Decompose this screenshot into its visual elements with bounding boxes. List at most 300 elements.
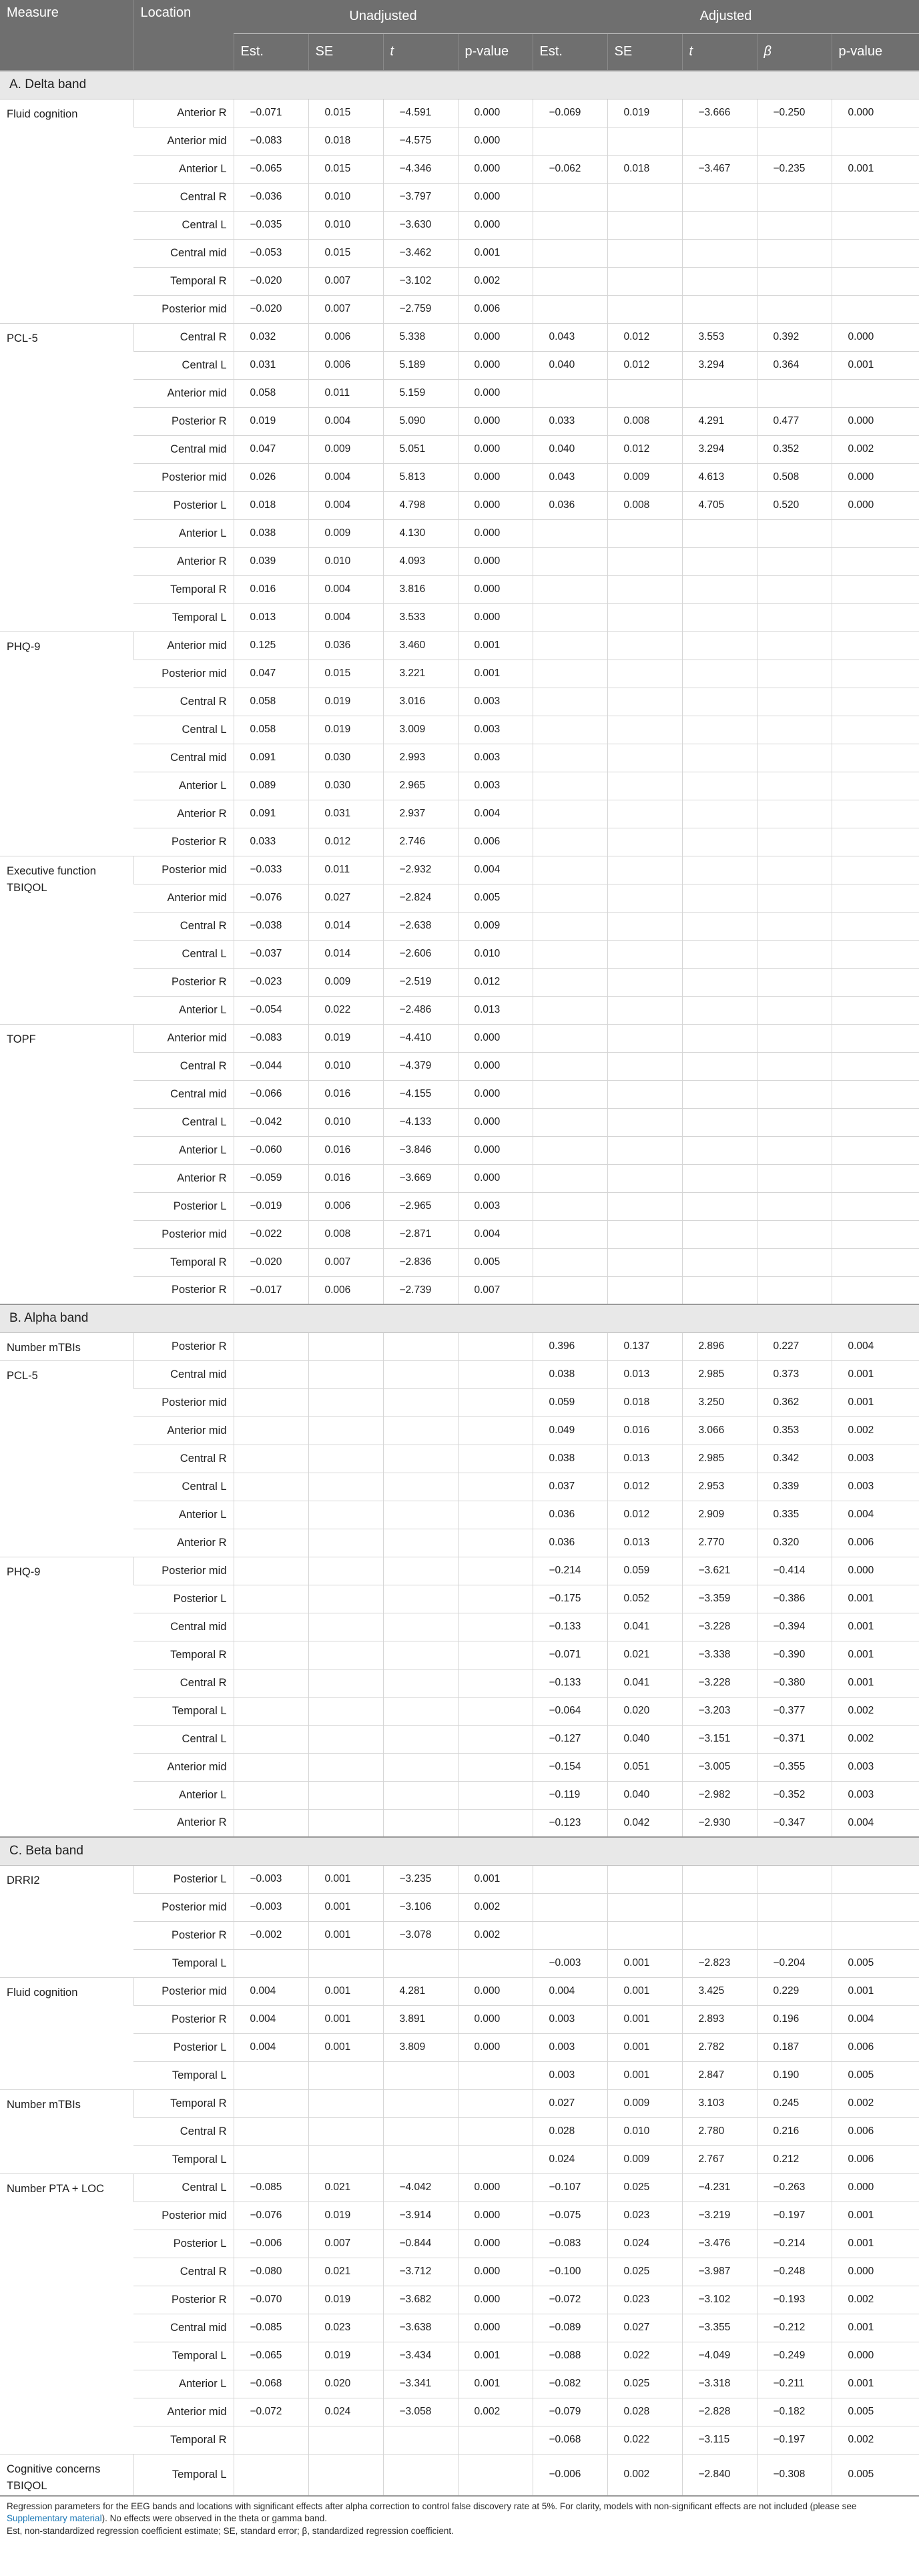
adj-beta-cell: −0.377 bbox=[757, 1697, 832, 1725]
adj-p-cell: 0.004 bbox=[832, 2005, 919, 2033]
measure-cell: Number mTBIs bbox=[0, 1332, 133, 1360]
location-cell: Posterior mid bbox=[133, 856, 234, 884]
adj-p-cell: 0.002 bbox=[832, 2286, 919, 2314]
unadj-est-cell bbox=[234, 1781, 308, 1809]
adj-beta-cell: −0.249 bbox=[757, 2342, 832, 2370]
location-cell: Temporal R bbox=[133, 575, 234, 603]
adj-p-cell: 0.002 bbox=[832, 1725, 919, 1753]
adj-se-cell: 0.010 bbox=[607, 2117, 682, 2145]
location-cell: Temporal R bbox=[133, 1641, 234, 1669]
unadj-p-cell bbox=[458, 2061, 533, 2089]
table-header bbox=[0, 0, 919, 71]
adj-t-cell: 3.294 bbox=[682, 435, 757, 463]
table-row bbox=[0, 1697, 919, 1725]
unadj-est-cell bbox=[234, 1669, 308, 1697]
adj-se-cell bbox=[607, 519, 682, 547]
unadj-se-cell: 0.010 bbox=[308, 1052, 383, 1080]
unadj-se-cell: 0.024 bbox=[308, 2398, 383, 2426]
adj-p-cell bbox=[832, 1865, 919, 1893]
adj-t-cell bbox=[682, 519, 757, 547]
unadj-est-cell: −0.083 bbox=[234, 1024, 308, 1052]
unadj-p-cell: 0.004 bbox=[458, 856, 533, 884]
unadj-t-cell: −2.739 bbox=[383, 1276, 458, 1304]
unadj-t-cell bbox=[383, 1473, 458, 1501]
adj-est-cell bbox=[533, 1865, 607, 1893]
unadj-se-cell: 0.021 bbox=[308, 2258, 383, 2286]
unadj-est-cell: −0.059 bbox=[234, 1164, 308, 1192]
adj-p-cell bbox=[832, 688, 919, 716]
unadj-p-cell: 0.000 bbox=[458, 2005, 533, 2033]
unadj-p-cell: 0.000 bbox=[458, 519, 533, 547]
unadj-est-cell: 0.047 bbox=[234, 435, 308, 463]
unadj-t-cell: 4.798 bbox=[383, 491, 458, 519]
unadj-se-cell: 0.010 bbox=[308, 211, 383, 239]
adj-est-cell bbox=[533, 660, 607, 688]
location-cell: Central L bbox=[133, 1108, 234, 1136]
unadj-est-cell: 0.091 bbox=[234, 800, 308, 828]
table-row bbox=[0, 1725, 919, 1753]
table-row bbox=[0, 2033, 919, 2061]
unadj-est-cell: −0.065 bbox=[234, 155, 308, 183]
unadj-est-cell: −0.085 bbox=[234, 2314, 308, 2342]
table-row bbox=[0, 1080, 919, 1108]
adj-se-cell: 0.001 bbox=[607, 1949, 682, 1977]
adjusted-header: Adjusted bbox=[533, 0, 919, 33]
adj-p-cell: 0.000 bbox=[832, 99, 919, 127]
adj-beta-header: β bbox=[757, 33, 832, 71]
unadj-p-cell: 0.002 bbox=[458, 1893, 533, 1921]
adj-est-cell: 0.036 bbox=[533, 491, 607, 519]
adj-est-cell: 0.043 bbox=[533, 463, 607, 491]
adj-p-cell: 0.001 bbox=[832, 1977, 919, 2005]
adj-t-cell bbox=[682, 603, 757, 631]
unadj-t-cell: −3.106 bbox=[383, 1893, 458, 1921]
adj-t-cell: −4.049 bbox=[682, 2342, 757, 2370]
unadj-t-cell bbox=[383, 1725, 458, 1753]
adj-beta-cell bbox=[757, 1248, 832, 1276]
adj-est-cell: 0.027 bbox=[533, 2089, 607, 2117]
unadj-est-cell: 0.089 bbox=[234, 772, 308, 800]
unadj-est-cell: −0.019 bbox=[234, 1192, 308, 1220]
adj-se-cell: 0.041 bbox=[607, 1613, 682, 1641]
unadj-est-cell: −0.076 bbox=[234, 2202, 308, 2230]
adj-est-cell: −0.071 bbox=[533, 1641, 607, 1669]
adj-se-cell: 0.001 bbox=[607, 2005, 682, 2033]
unadj-se-cell: 0.011 bbox=[308, 856, 383, 884]
location-cell: Central R bbox=[133, 688, 234, 716]
location-cell: Temporal R bbox=[133, 2089, 234, 2117]
unadj-est-cell bbox=[234, 1641, 308, 1669]
adj-t-cell bbox=[682, 1052, 757, 1080]
unadj-se-cell: 0.007 bbox=[308, 2230, 383, 2258]
unadj-t-cell bbox=[383, 1613, 458, 1641]
unadj-t-cell: −2.638 bbox=[383, 912, 458, 940]
adj-se-cell: 0.019 bbox=[607, 99, 682, 127]
table-row bbox=[0, 2089, 919, 2117]
adj-t-cell: −3.318 bbox=[682, 2370, 757, 2398]
table-row bbox=[0, 856, 919, 884]
adj-beta-cell bbox=[757, 379, 832, 407]
unadj-est-cell bbox=[234, 1613, 308, 1641]
adj-est-cell bbox=[533, 688, 607, 716]
adj-beta-cell: 0.342 bbox=[757, 1445, 832, 1473]
unadj-est-cell: 0.026 bbox=[234, 463, 308, 491]
unadj-t-cell: −3.712 bbox=[383, 2258, 458, 2286]
adj-t-cell: −3.355 bbox=[682, 2314, 757, 2342]
unadj-est-cell: −0.023 bbox=[234, 968, 308, 996]
adj-beta-cell bbox=[757, 716, 832, 744]
unadj-est-cell: 0.091 bbox=[234, 744, 308, 772]
location-cell: Posterior L bbox=[133, 1192, 234, 1220]
adj-est-cell bbox=[533, 1164, 607, 1192]
adj-t-cell bbox=[682, 1024, 757, 1052]
adj-est-cell: 0.036 bbox=[533, 1529, 607, 1557]
adj-t-cell: 4.613 bbox=[682, 463, 757, 491]
adj-se-cell bbox=[607, 744, 682, 772]
unadj-se-cell: 0.001 bbox=[308, 1977, 383, 2005]
unadj-t-cell: −4.410 bbox=[383, 1024, 458, 1052]
adj-beta-cell bbox=[757, 940, 832, 968]
adj-beta-cell: 0.187 bbox=[757, 2033, 832, 2061]
adj-t-cell bbox=[682, 1136, 757, 1164]
adj-se-cell: 0.041 bbox=[607, 1669, 682, 1697]
table-row bbox=[0, 2061, 919, 2089]
adj-p-cell: 0.001 bbox=[832, 2370, 919, 2398]
adj-p-cell: 0.004 bbox=[832, 1809, 919, 1837]
unadj-p-cell: 0.003 bbox=[458, 772, 533, 800]
adj-se-cell bbox=[607, 1108, 682, 1136]
adj-est-cell bbox=[533, 211, 607, 239]
table-row bbox=[0, 716, 919, 744]
adj-beta-cell bbox=[757, 1865, 832, 1893]
adj-t-cell bbox=[682, 996, 757, 1024]
unadj-se-cell bbox=[308, 1613, 383, 1641]
unadj-se-cell bbox=[308, 1557, 383, 1585]
adj-t-cell bbox=[682, 1893, 757, 1921]
table-row bbox=[0, 1445, 919, 1473]
adj-est-cell: 0.037 bbox=[533, 1473, 607, 1501]
table-row bbox=[0, 1220, 919, 1248]
unadj-p-cell: 0.000 bbox=[458, 407, 533, 435]
location-cell: Anterior mid bbox=[133, 1416, 234, 1445]
location-cell: Temporal R bbox=[133, 1248, 234, 1276]
adj-est-cell bbox=[533, 1192, 607, 1220]
adj-p-cell bbox=[832, 127, 919, 155]
location-cell: Anterior mid bbox=[133, 127, 234, 155]
adj-est-cell bbox=[533, 1921, 607, 1949]
adj-t-cell: −2.828 bbox=[682, 2398, 757, 2426]
adj-se-cell bbox=[607, 603, 682, 631]
adj-p-cell: 0.000 bbox=[832, 323, 919, 351]
adj-est-cell: 0.049 bbox=[533, 1416, 607, 1445]
adj-est-cell: 0.038 bbox=[533, 1445, 607, 1473]
adj-se-cell: 0.012 bbox=[607, 435, 682, 463]
unadj-t-cell: −0.844 bbox=[383, 2230, 458, 2258]
table-row bbox=[0, 295, 919, 323]
adj-beta-cell bbox=[757, 660, 832, 688]
adj-est-cell bbox=[533, 1248, 607, 1276]
adj-beta-cell bbox=[757, 211, 832, 239]
adj-t-cell: −3.151 bbox=[682, 1725, 757, 1753]
adj-beta-cell: −0.390 bbox=[757, 1641, 832, 1669]
adj-se-cell: 0.012 bbox=[607, 323, 682, 351]
adj-se-cell: 0.024 bbox=[607, 2230, 682, 2258]
adj-se-cell bbox=[607, 800, 682, 828]
adj-t-cell: −2.840 bbox=[682, 2454, 757, 2496]
unadj-est-cell: −0.038 bbox=[234, 912, 308, 940]
table-row bbox=[0, 2202, 919, 2230]
adj-est-cell bbox=[533, 716, 607, 744]
unadj-se-cell: 0.006 bbox=[308, 351, 383, 379]
unadj-se-cell: 0.016 bbox=[308, 1136, 383, 1164]
adj-se-cell bbox=[607, 1921, 682, 1949]
table-row bbox=[0, 1501, 919, 1529]
unadj-se-cell bbox=[308, 2145, 383, 2173]
adj-est-cell: 0.033 bbox=[533, 407, 607, 435]
adj-beta-cell: 0.362 bbox=[757, 1388, 832, 1416]
unadj-se-cell: 0.020 bbox=[308, 2370, 383, 2398]
unadj-p-cell: 0.000 bbox=[458, 99, 533, 127]
unadj-t-cell bbox=[383, 1697, 458, 1725]
adj-t-cell bbox=[682, 1921, 757, 1949]
location-cell: Anterior R bbox=[133, 800, 234, 828]
adj-beta-cell bbox=[757, 688, 832, 716]
unadj-p-cell bbox=[458, 2117, 533, 2145]
adj-beta-cell: 0.520 bbox=[757, 491, 832, 519]
unadj-est-cell bbox=[234, 1388, 308, 1416]
location-cell: Anterior L bbox=[133, 519, 234, 547]
adj-t-cell: −3.467 bbox=[682, 155, 757, 183]
unadj-est-cell bbox=[234, 1416, 308, 1445]
location-cell: Posterior L bbox=[133, 1865, 234, 1893]
adj-est-cell: −0.119 bbox=[533, 1781, 607, 1809]
unadj-p-cell bbox=[458, 1949, 533, 1977]
unadj-p-cell: 0.000 bbox=[458, 491, 533, 519]
adj-t-cell: 2.767 bbox=[682, 2145, 757, 2173]
unadj-se-cell: 0.001 bbox=[308, 1865, 383, 1893]
location-cell: Posterior mid bbox=[133, 1557, 234, 1585]
unadj-p-cell: 0.000 bbox=[458, 575, 533, 603]
location-cell: Posterior L bbox=[133, 1585, 234, 1613]
adj-se-cell: 0.009 bbox=[607, 2089, 682, 2117]
adj-p-cell bbox=[832, 856, 919, 884]
adj-beta-cell bbox=[757, 547, 832, 575]
location-cell: Anterior L bbox=[133, 1136, 234, 1164]
footnote-regression bbox=[7, 2501, 912, 2525]
adj-se-cell: 0.028 bbox=[607, 2398, 682, 2426]
adj-p-cell bbox=[832, 1052, 919, 1080]
table-row bbox=[0, 155, 919, 183]
unadj-t-cell: −2.519 bbox=[383, 968, 458, 996]
adj-t-cell: 3.425 bbox=[682, 1977, 757, 2005]
unadj-t-cell: −2.759 bbox=[383, 295, 458, 323]
measure-cell: TOPF bbox=[0, 1024, 133, 1304]
adj-est-cell: 0.036 bbox=[533, 1501, 607, 1529]
adj-t-cell: −2.823 bbox=[682, 1949, 757, 1977]
unadj-est-cell bbox=[234, 1725, 308, 1753]
location-cell: Anterior mid bbox=[133, 2398, 234, 2426]
unadj-t-cell bbox=[383, 1360, 458, 1388]
location-cell: Temporal L bbox=[133, 603, 234, 631]
adj-beta-cell: 0.392 bbox=[757, 323, 832, 351]
unadj-t-cell: 5.090 bbox=[383, 407, 458, 435]
unadj-t-cell bbox=[383, 2454, 458, 2496]
table-row bbox=[0, 1613, 919, 1641]
adj-t-cell: −3.102 bbox=[682, 2286, 757, 2314]
adj-p-cell: 0.001 bbox=[832, 1388, 919, 1416]
adj-est-cell bbox=[533, 1276, 607, 1304]
location-cell: Central mid bbox=[133, 1613, 234, 1641]
unadj-p-cell: 0.004 bbox=[458, 800, 533, 828]
table-row bbox=[0, 1332, 919, 1360]
unadj-est-cell bbox=[234, 1557, 308, 1585]
location-cell: Central mid bbox=[133, 2314, 234, 2342]
measure-cell: Fluid cognition bbox=[0, 99, 133, 323]
adj-t-cell bbox=[682, 379, 757, 407]
table-row bbox=[0, 351, 919, 379]
adj-beta-cell: −0.380 bbox=[757, 1669, 832, 1697]
table-row bbox=[0, 1921, 919, 1949]
adj-beta-cell: 0.508 bbox=[757, 463, 832, 491]
measure-cell: PCL-5 bbox=[0, 323, 133, 631]
unadj-t-cell: 5.189 bbox=[383, 351, 458, 379]
unadj-est-cell: 0.047 bbox=[234, 660, 308, 688]
table-row bbox=[0, 603, 919, 631]
table-row bbox=[0, 1977, 919, 2005]
unadj-p-cell bbox=[458, 1613, 533, 1641]
adj-se-cell: 0.018 bbox=[607, 155, 682, 183]
adj-beta-cell: −0.182 bbox=[757, 2398, 832, 2426]
table-row bbox=[0, 575, 919, 603]
unadj-se-cell: 0.015 bbox=[308, 660, 383, 688]
adj-t-cell bbox=[682, 884, 757, 912]
adj-t-cell: 3.294 bbox=[682, 351, 757, 379]
adj-t-cell: 2.782 bbox=[682, 2033, 757, 2061]
table-row bbox=[0, 1136, 919, 1164]
adj-se-header: SE bbox=[607, 33, 682, 71]
adj-p-cell: 0.001 bbox=[832, 2202, 919, 2230]
unadj-t-cell bbox=[383, 1809, 458, 1837]
adj-se-cell: 0.013 bbox=[607, 1360, 682, 1388]
adj-se-cell bbox=[607, 575, 682, 603]
unadj-se-cell bbox=[308, 1809, 383, 1837]
unadj-t-cell bbox=[383, 2061, 458, 2089]
location-cell: Posterior mid bbox=[133, 463, 234, 491]
adj-p-cell: 0.001 bbox=[832, 2230, 919, 2258]
adj-se-cell: 0.025 bbox=[607, 2173, 682, 2202]
adj-beta-cell bbox=[757, 1080, 832, 1108]
adj-t-cell bbox=[682, 1248, 757, 1276]
table-footnotes bbox=[0, 2497, 919, 2538]
location-cell: Posterior R bbox=[133, 828, 234, 856]
unadj-t-cell: −3.797 bbox=[383, 183, 458, 211]
adj-est-cell: −0.083 bbox=[533, 2230, 607, 2258]
adj-se-cell: 0.013 bbox=[607, 1529, 682, 1557]
adj-se-cell: 0.023 bbox=[607, 2202, 682, 2230]
unadj-est-cell bbox=[234, 1445, 308, 1473]
location-cell: Posterior mid bbox=[133, 1388, 234, 1416]
adj-t-cell: −3.219 bbox=[682, 2202, 757, 2230]
location-cell: Anterior R bbox=[133, 1529, 234, 1557]
location-cell: Central R bbox=[133, 1052, 234, 1080]
location-cell: Central R bbox=[133, 183, 234, 211]
adj-beta-cell: −0.263 bbox=[757, 2173, 832, 2202]
adj-se-cell: 0.022 bbox=[607, 2426, 682, 2454]
adj-est-cell: −0.088 bbox=[533, 2342, 607, 2370]
location-cell: Anterior mid bbox=[133, 884, 234, 912]
adj-beta-cell: −0.414 bbox=[757, 1557, 832, 1585]
unadj-p-cell: 0.003 bbox=[458, 688, 533, 716]
table-row bbox=[0, 1893, 919, 1921]
table-row bbox=[0, 1360, 919, 1388]
adj-p-cell: 0.006 bbox=[832, 1529, 919, 1557]
location-cell: Temporal L bbox=[133, 2454, 234, 2496]
adj-est-cell: −0.082 bbox=[533, 2370, 607, 2398]
location-cell: Central mid bbox=[133, 435, 234, 463]
unadj-se-cell: 0.001 bbox=[308, 2033, 383, 2061]
table-row bbox=[0, 1473, 919, 1501]
adj-est-cell: −0.133 bbox=[533, 1613, 607, 1641]
adj-est-cell bbox=[533, 183, 607, 211]
unadj-se-cell: 0.007 bbox=[308, 295, 383, 323]
table-row bbox=[0, 267, 919, 295]
section-title: A. Delta band bbox=[0, 71, 919, 99]
unadj-p-cell bbox=[458, 1781, 533, 1809]
unadj-p-cell bbox=[458, 1809, 533, 1837]
adj-p-cell: 0.003 bbox=[832, 1781, 919, 1809]
adj-beta-cell: 0.216 bbox=[757, 2117, 832, 2145]
location-cell: Temporal L bbox=[133, 2061, 234, 2089]
unadj-se-cell bbox=[308, 1445, 383, 1473]
location-cell: Central R bbox=[133, 1669, 234, 1697]
adj-est-cell bbox=[533, 1052, 607, 1080]
adj-t-cell: 2.985 bbox=[682, 1445, 757, 1473]
adj-t-cell: −3.228 bbox=[682, 1669, 757, 1697]
unadj-t-cell: −4.133 bbox=[383, 1108, 458, 1136]
unadj-est-cell bbox=[234, 1753, 308, 1781]
adj-est-cell: 0.004 bbox=[533, 1977, 607, 2005]
adj-beta-cell: −0.212 bbox=[757, 2314, 832, 2342]
unadj-se-cell: 0.011 bbox=[308, 379, 383, 407]
adj-t-cell bbox=[682, 267, 757, 295]
unadj-est-cell: −0.068 bbox=[234, 2370, 308, 2398]
unadj-p-cell: 0.000 bbox=[458, 1024, 533, 1052]
unadj-se-cell: 0.006 bbox=[308, 323, 383, 351]
table-row bbox=[0, 127, 919, 155]
adj-se-cell bbox=[607, 547, 682, 575]
adj-se-cell bbox=[607, 631, 682, 660]
unadj-t-cell bbox=[383, 2089, 458, 2117]
adj-est-cell bbox=[533, 239, 607, 267]
location-cell: Anterior R bbox=[133, 99, 234, 127]
location-cell: Anterior L bbox=[133, 996, 234, 1024]
unadj-se-cell: 0.009 bbox=[308, 435, 383, 463]
section-title: C. Beta band bbox=[0, 1837, 919, 1865]
location-cell: Posterior R bbox=[133, 1276, 234, 1304]
adj-se-cell bbox=[607, 1136, 682, 1164]
adj-p-cell: 0.002 bbox=[832, 435, 919, 463]
supplementary-link[interactable]: Supplementary material bbox=[7, 2513, 102, 2524]
unadj-t-cell: 2.746 bbox=[383, 828, 458, 856]
unadj-est-cell: −0.002 bbox=[234, 1921, 308, 1949]
unadj-t-cell: −4.591 bbox=[383, 99, 458, 127]
unadj-est-cell: 0.016 bbox=[234, 575, 308, 603]
adj-se-cell: 0.023 bbox=[607, 2286, 682, 2314]
adj-p-cell bbox=[832, 1136, 919, 1164]
unadj-est-cell: −0.044 bbox=[234, 1052, 308, 1080]
unadj-est-cell: 0.018 bbox=[234, 491, 308, 519]
adj-est-cell: −0.064 bbox=[533, 1697, 607, 1725]
